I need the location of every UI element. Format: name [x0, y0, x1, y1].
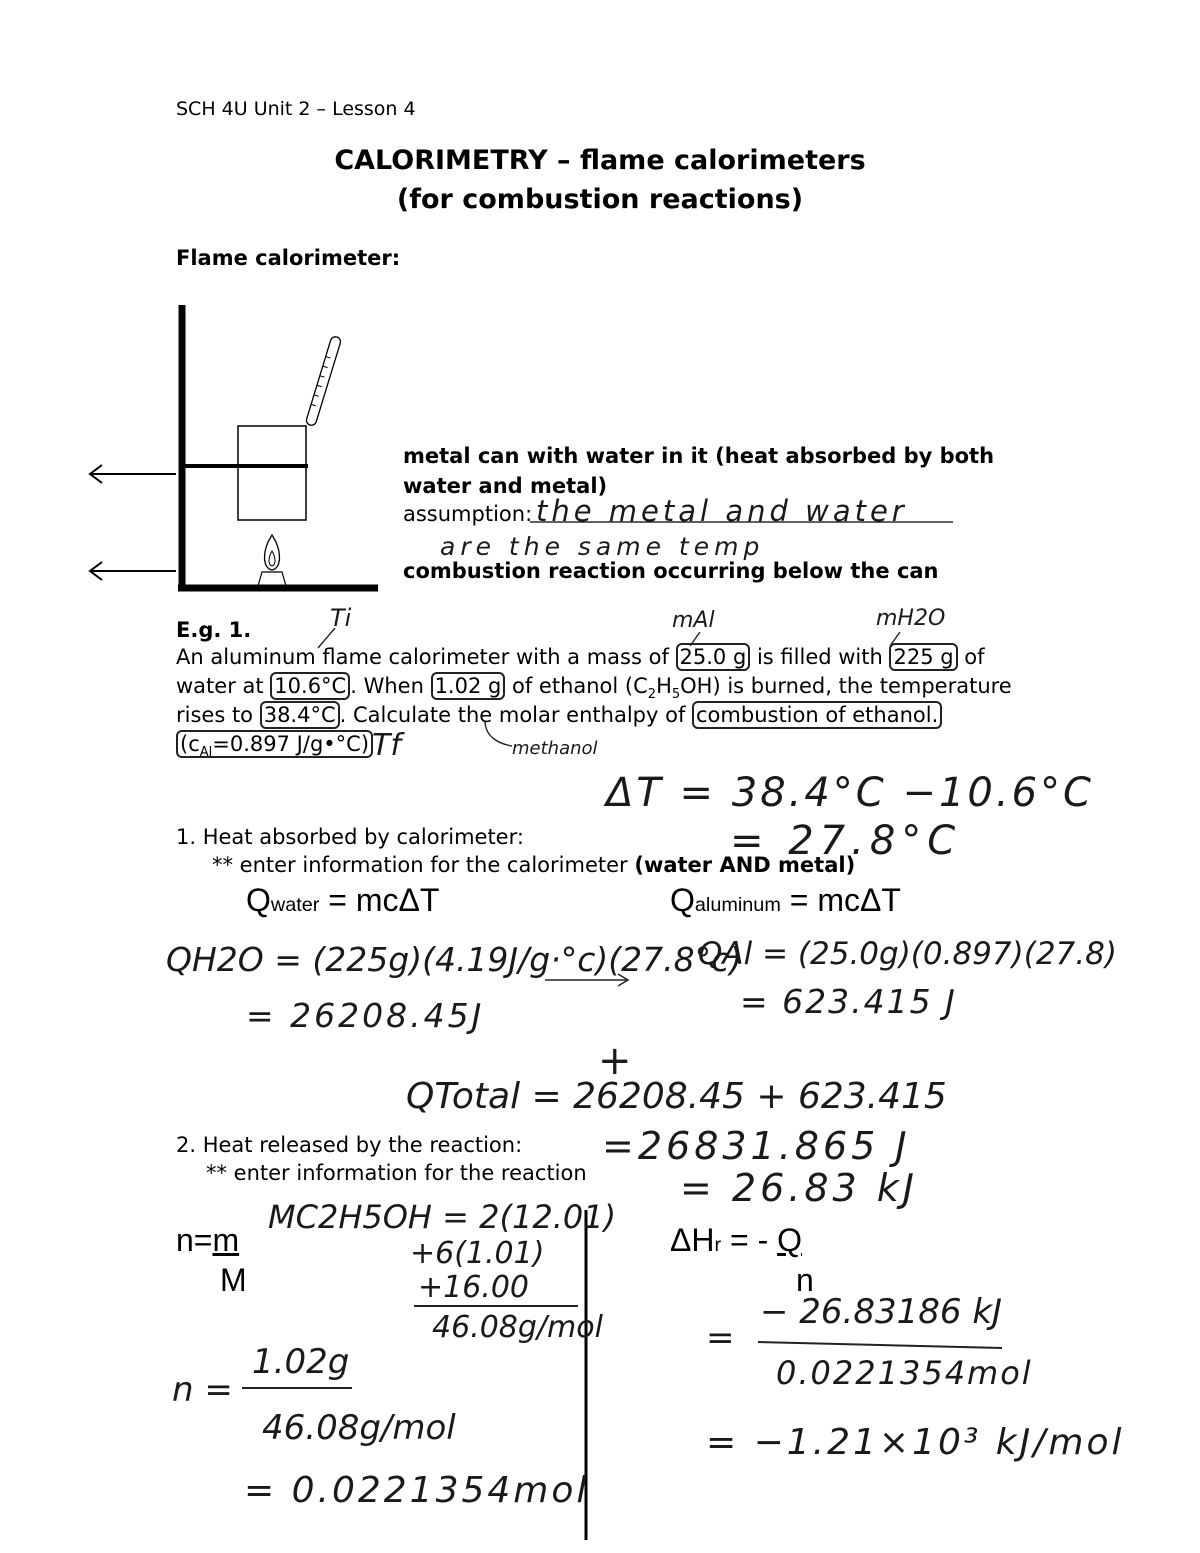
flame-icon — [258, 535, 286, 586]
example-line-3: rises to 38.4°C . Calculate the molar enthalpy of combustion of ethanol. — [176, 701, 942, 730]
q-water-formula: Qwater = mcΔT — [246, 882, 440, 918]
molar-mass-3: +16.00 — [418, 1270, 530, 1305]
combustion-phrase: combustion of ethanol. — [692, 701, 942, 729]
plus-sign: + — [598, 1038, 632, 1084]
diagram-heading: Flame calorimeter: — [176, 246, 401, 270]
combustion-label: combustion reaction occurring below the can — [403, 559, 939, 583]
example-label: E.g. 1. — [176, 618, 252, 642]
metal-can — [238, 426, 306, 520]
step2-instruction: ** enter information for the reaction — [206, 1161, 587, 1185]
q-total-2: =26831.865 J — [602, 1124, 911, 1168]
example-line-4 — [176, 730, 373, 767]
dh-work-equals: = — [706, 1318, 735, 1358]
mass-ethanol: 1.02 g — [431, 672, 506, 700]
annotation-ti: Ti — [330, 604, 352, 632]
can-label-line2: water and metal) — [403, 474, 608, 498]
delta-t-line1: ΔT = 38.4°C −10.6°C — [606, 770, 1094, 816]
dh-formula: ΔHr = - Q — [670, 1222, 802, 1258]
arrow-icon — [90, 562, 176, 580]
mass-water: 225 g — [889, 643, 957, 671]
annotation-mal: mAl — [672, 608, 715, 633]
assumption-handwriting-2: are the same temp — [440, 532, 765, 561]
dh-work-numerator: − 26.83186 kJ — [760, 1292, 1003, 1332]
q-al-work-2: = 623.415 J — [740, 982, 957, 1021]
q-total-3: = 26.83 kJ — [680, 1166, 918, 1210]
assumption-handwriting-1: the metal and water — [536, 494, 908, 528]
annotation-mh2o: mH2O — [876, 606, 946, 631]
molar-mass-2: +6(1.01) — [410, 1236, 545, 1271]
q-water-work-1: QH2O = (225g)(4.19J/g·°c)(27.8°c) — [166, 940, 743, 979]
q-water-work-2: = 26208.45J — [246, 996, 485, 1035]
molar-mass-1: MC2H5OH = 2(12.01) — [268, 1198, 617, 1236]
n-work-equals: n = — [172, 1370, 233, 1410]
q-aluminum-formula: Qaluminum = mcΔT — [670, 882, 901, 918]
temp-final: 38.4°C — [260, 701, 340, 729]
step1-instruction: ** enter information for the calorimeter (water AND metal) — [212, 853, 856, 877]
thermometer-icon — [305, 336, 341, 427]
molar-mass-4: 46.08g/mol — [432, 1310, 603, 1345]
temp-initial: 10.6°C — [270, 672, 350, 700]
step1-title: 1. Heat absorbed by calorimeter: — [176, 825, 524, 849]
dh-formula-denominator: n — [796, 1262, 814, 1298]
mass-aluminum: 25.0 g — [676, 643, 751, 671]
step2-title: 2. Heat released by the reaction: — [176, 1133, 523, 1157]
q-total-1: QTotal = 26208.45 + 623.415 — [406, 1076, 947, 1117]
q-al-work-1: QAl = (25.0g)(0.897)(27.8) — [698, 936, 1117, 972]
n-formula: n=m — [176, 1222, 240, 1258]
dh-work-denominator: 0.0221354mol — [776, 1354, 1033, 1392]
annotation-methanol: methanol — [512, 738, 598, 759]
example-line-1: An aluminum flame calorimeter with a mass of 25.0 g is filled with 225 g of — [176, 645, 985, 669]
dh-work-result: = −1.21×10³ kJ/mol — [706, 1422, 1125, 1463]
example-line-2: water at 10.6°C . When 1.02 g of ethanol $(C_2H_5OH)$ is burned, the temperature — [176, 674, 1012, 703]
can-label-line1: metal can with water in it (heat absorbed by both — [403, 444, 995, 468]
specific-heat-al: ($c_{Al}=0.897$ J/g•°C) — [176, 730, 373, 758]
annotation-tf: Tf — [372, 728, 401, 763]
course-header: SCH 4U Unit 2 – Lesson 4 — [176, 98, 416, 120]
n-work-denominator: 46.08g/mol — [262, 1408, 456, 1448]
delta-t-line2: = 27.8°C — [730, 818, 962, 864]
page-title: CALORIMETRY – flame calorimeters — [334, 145, 866, 176]
n-work-result: = 0.0221354mol — [244, 1470, 590, 1511]
assumption-label: assumption: — [403, 502, 533, 526]
n-formula-denominator: M — [220, 1262, 247, 1298]
arrow-icon — [90, 465, 176, 483]
n-work-numerator: 1.02g — [252, 1342, 350, 1382]
page-subtitle: (for combustion reactions) — [396, 184, 804, 215]
